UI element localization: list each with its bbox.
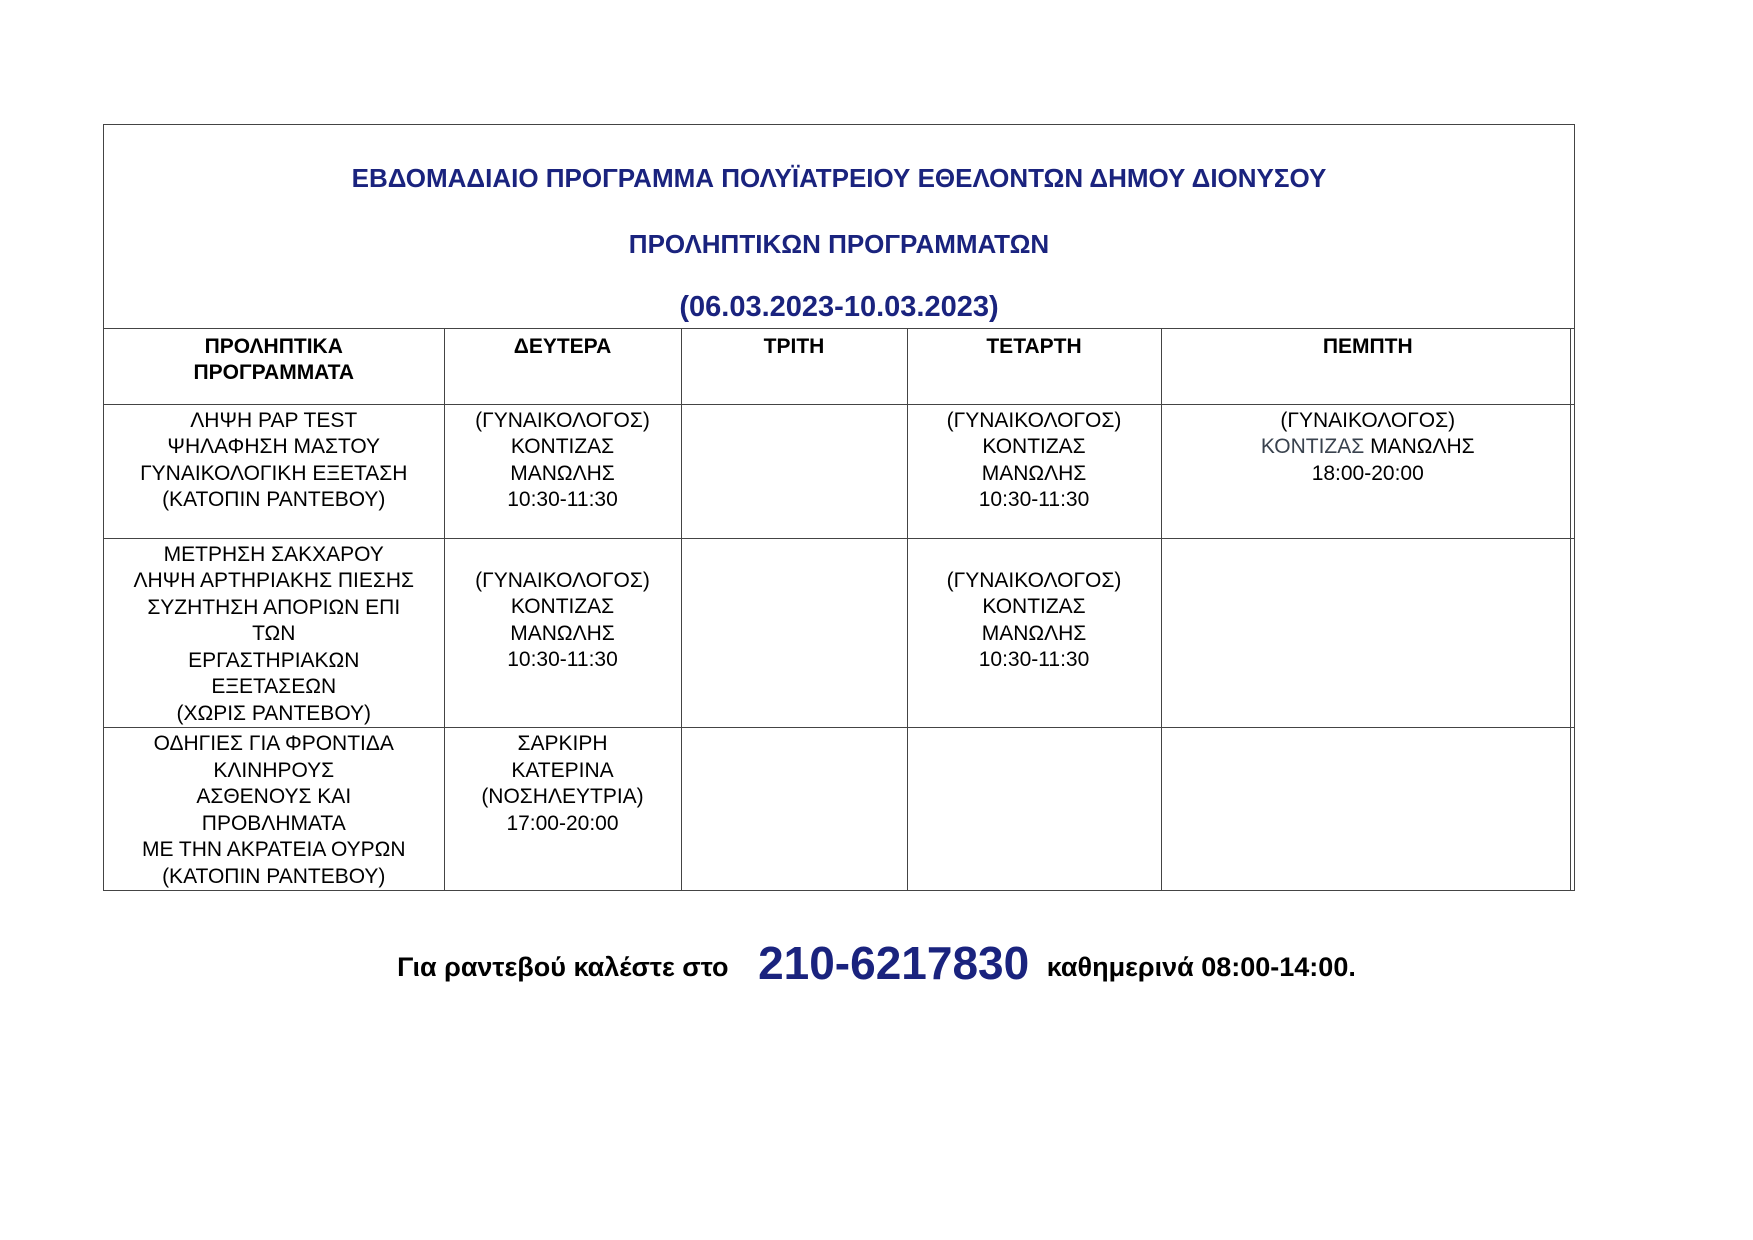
cell-line: (ΓΥΝΑΙΚΟΛΟΓΟΣ) xyxy=(475,568,650,592)
program-cell xyxy=(104,728,444,891)
cell-line: (ΓΥΝΑΙΚΟΛΟΓΟΣ) xyxy=(946,568,1122,592)
col-header-programs-line: ΠΡΟΛΗΠΤΙΚΑ xyxy=(204,335,343,358)
cell-line: ΜΑΝΩΛΗΣ xyxy=(510,461,615,485)
monday-cell xyxy=(444,404,681,538)
wednesday-cell xyxy=(907,404,1161,538)
document-header xyxy=(104,125,1574,329)
cell-line: ΚΟΝΤΙΖΑΣ xyxy=(510,435,615,458)
cell-line: ΚΟΝΤΙΖΑΣ xyxy=(982,435,1086,458)
cell-line: ΣΥΖΗΤΗΣΗ ΑΠΟΡΙΩΝ ΕΠΙ xyxy=(147,595,401,619)
col-header-wednesday: ΤΕΤΑΡΤΗ xyxy=(907,329,1161,404)
cell-line: (ΓΥΝΑΙΚΟΛΟΓΟΣ) xyxy=(475,408,650,432)
cell-line: 17:00-20:00 xyxy=(506,811,619,835)
cell-line: ΠΡΟΒΛΗΜΑΤΑ xyxy=(201,811,346,835)
cell-line: (ΓΥΝΑΙΚΟΛΟΓΟΣ) xyxy=(1280,408,1456,432)
footer-note xyxy=(0,936,1753,990)
cell-line: 10:30-11:30 xyxy=(507,488,618,511)
cell-line: ΜΑΝΩΛΗΣ xyxy=(510,621,615,645)
cell-line: (ΚΑΤΟΠΙΝ ΡΑΝΤΕΒΟΥ) xyxy=(162,488,386,511)
doctor-name: ΜΑΝΩΛΗΣ xyxy=(1370,435,1475,458)
wednesday-cell xyxy=(907,538,1161,728)
doctor-surname: ΚΟΝΤΙΖΑΣ xyxy=(1260,435,1365,458)
cell-line: ΑΣΘΕΝΟΥΣ ΚΑΙ xyxy=(196,785,352,808)
wednesday-cell xyxy=(907,728,1161,891)
table-edge-divider xyxy=(1570,329,1574,891)
thursday-cell xyxy=(1161,538,1574,728)
cell-line: ΜΑΝΩΛΗΣ xyxy=(981,621,1087,645)
cell-line: ΛΗΨΗ ΑΡΤΗΡΙΑΚΗΣ ΠΙΕΣΗΣ xyxy=(133,569,415,592)
tuesday-cell xyxy=(681,538,907,728)
cell-line: ΚΟΝΤΙΖΑΣ xyxy=(510,595,615,618)
table-row xyxy=(104,538,1574,728)
program-cell xyxy=(104,404,444,538)
cell-line: 10:30-11:30 xyxy=(978,488,1090,511)
schedule-document xyxy=(103,124,1575,891)
phone-number: 210-6217830 xyxy=(758,937,1030,989)
col-header-programs xyxy=(104,329,444,404)
cell-line: ΕΞΕΤΑΣΕΩΝ xyxy=(211,675,337,698)
monday-cell xyxy=(444,538,681,728)
table-row xyxy=(104,404,1574,538)
cell-line: ΚΟΝΤΙΖΑΣ xyxy=(982,595,1086,618)
thursday-cell xyxy=(1161,404,1574,538)
cell-line: ΜΕ ΤΗΝ ΑΚΡΑΤΕΙΑ ΟΥΡΩΝ xyxy=(141,838,406,861)
cell-line: (ΓΥΝΑΙΚΟΛΟΓΟΣ) xyxy=(946,408,1122,432)
cell-line: ΜΑΝΩΛΗΣ xyxy=(981,461,1087,485)
col-header-thursday: ΠΕΜΠΤΗ xyxy=(1161,329,1574,404)
table-row xyxy=(104,728,1574,891)
cell-line: ΜΕΤΡΗΣΗ ΣΑΚΧΑΡΟΥ xyxy=(163,542,384,566)
tuesday-cell xyxy=(681,728,907,891)
cell-line: (ΝΟΣΗΛΕΥΤΡΙΑ) xyxy=(481,785,644,808)
title-line-2: ΠΡΟΛΗΠΤΙΚΩΝ ΠΡΟΓΡΑΜΜΑΤΩΝ xyxy=(628,229,1050,259)
tuesday-cell xyxy=(681,404,907,538)
footer-prefix: Για ραντεβού καλέστε στο xyxy=(397,952,729,982)
program-cell xyxy=(104,538,444,728)
cell-line: 10:30-11:30 xyxy=(507,648,618,671)
footer-suffix: καθημερινά 08:00-14:00. xyxy=(1046,952,1356,982)
cell-line: ΕΡΓΑΣΤΗΡΙΑΚΩΝ xyxy=(188,648,360,672)
col-header-programs-line: ΠΡΟΓΡΑΜΜΑΤΑ xyxy=(193,361,355,384)
cell-line: 18:00-20:00 xyxy=(1311,461,1424,485)
date-range: (06.03.2023-10.03.2023) xyxy=(679,291,999,323)
title-line-1: ΕΒΔΟΜΑΔΙΑΙΟ ΠΡΟΓΡΑΜΜΑ ΠΟΛΥΪΑΤΡΕΙΟΥ ΕΘΕΛΟΝΤΩΝ ΔΗΜΟΥ ΔΙΟΝΥΣΟΥ xyxy=(351,163,1327,193)
cell-line: ΛΗΨΗ PAP TEST xyxy=(190,408,358,432)
schedule-table xyxy=(104,329,1574,891)
cell-line: ΤΩΝ xyxy=(252,622,296,645)
cell-line: ΣΑΡΚΙΡΗ xyxy=(517,732,608,755)
cell-line: ΚΛΙΝΗΡΟΥΣ xyxy=(213,758,335,782)
schedule-table-wrap xyxy=(104,329,1574,891)
table-header-row xyxy=(104,329,1574,404)
thursday-cell xyxy=(1161,728,1574,891)
col-header-tuesday: ΤΡΙΤΗ xyxy=(681,329,907,404)
cell-line: (ΧΩΡΙΣ ΡΑΝΤΕΒΟΥ) xyxy=(176,701,371,725)
cell-line: (ΚΑΤΟΠΙΝ ΡΑΝΤΕΒΟΥ) xyxy=(162,864,386,888)
cell-line: ΟΔΗΓΙΕΣ ΓΙΑ ΦΡΟΝΤΙΔΑ xyxy=(153,732,394,755)
col-header-monday: ΔΕΥΤΕΡΑ xyxy=(444,329,681,404)
cell-line xyxy=(1162,434,1575,461)
cell-line: 10:30-11:30 xyxy=(978,648,1090,671)
cell-line: ΓΥΝΑΙΚΟΛΟΓΙΚΗ ΕΞΕΤΑΣΗ xyxy=(140,461,408,485)
monday-cell xyxy=(444,728,681,891)
cell-line: ΚΑΤΕΡΙΝΑ xyxy=(511,758,614,782)
cell-line: ΨΗΛΑΦΗΣΗ ΜΑΣΤΟΥ xyxy=(167,435,381,458)
